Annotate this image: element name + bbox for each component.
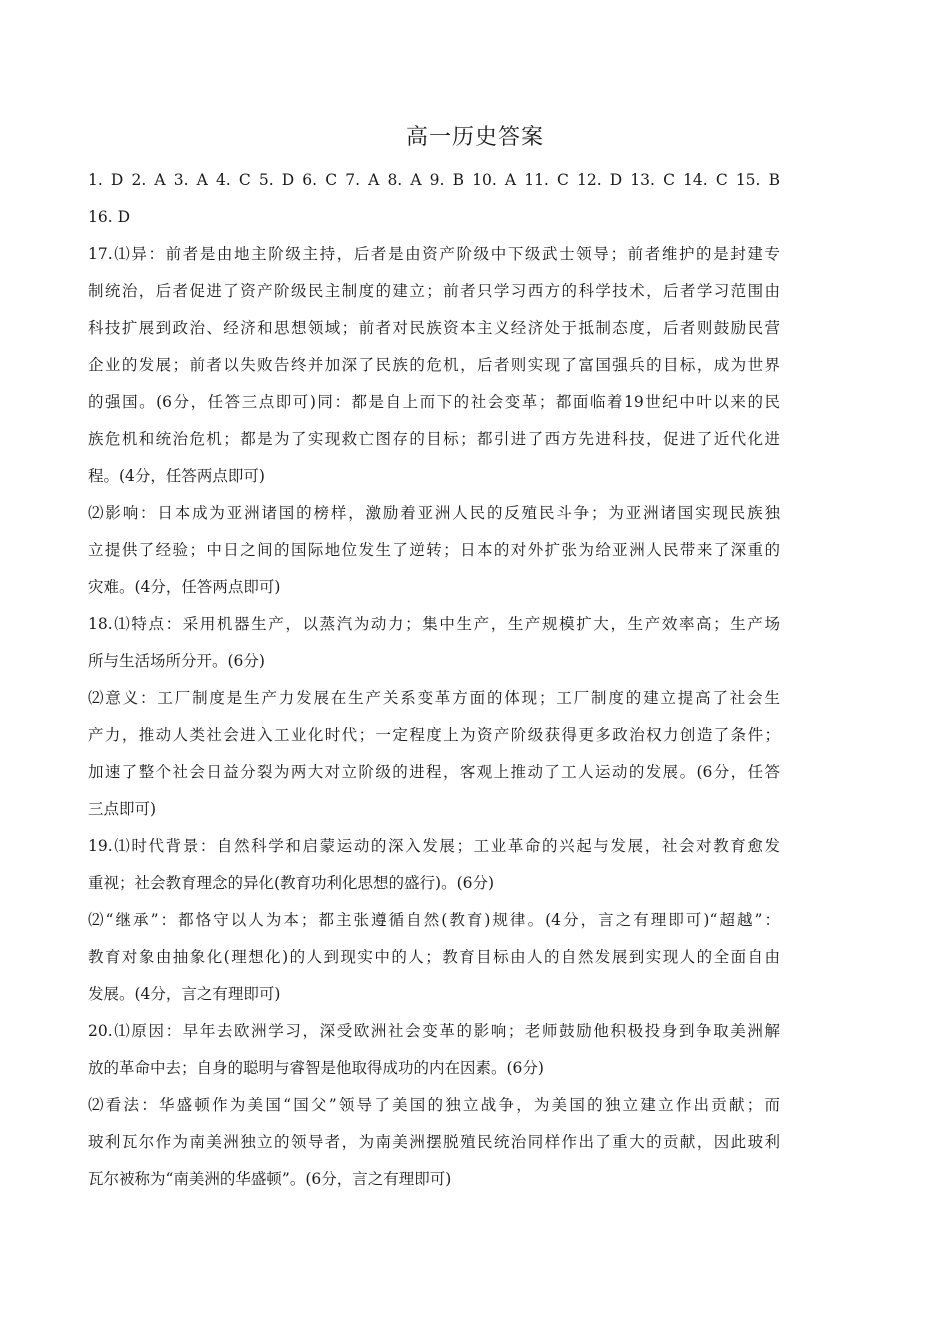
- answer-line: 所与生活场所分开。(6分): [88, 652, 265, 670]
- answer-line: 加速了整个社会日益分裂为两大对立阶级的进程，客观上推动了工人运动的发展。(6分，任答: [88, 763, 780, 781]
- answer-body: [88, 162, 780, 1198]
- answer-line: 程。(4分，任答两点即可): [88, 467, 265, 485]
- answer-line: 19.⑴时代背景：自然科学和启蒙运动的深入发展；工业革命的兴起与发展，社会对教育愈发: [88, 837, 780, 855]
- answer-line: 三点即可): [88, 800, 157, 818]
- answer-line: 瓦尔被称为“南美洲的华盛顿”。(6分，言之有理即可): [88, 1170, 452, 1188]
- answer-line: 17.⑴异：前者是由地主阶级主持，后者是由资产阶级中下级武士领导；前者维护的是封建专: [88, 245, 780, 263]
- answer-line: 1. D 2. A 3. A 4. C 5. D 6. C 7. A 8. A 9. B 10. A 11. C 12. D 13. C 14. C 15. B: [88, 171, 780, 189]
- answer-line: ⑵意义：工厂制度是生产力发展在生产关系变革方面的体现；工厂制度的建立提高了社会生: [88, 689, 780, 707]
- answer-line: 制统治，后者促进了资产阶级民主制度的建立；前者只学习西方的科学技术，后者学习范围由: [88, 282, 780, 300]
- answer-line: 产力，推动人类社会进入工业化时代；一定程度上为资产阶级获得更多政治权力创造了条件；: [88, 726, 780, 744]
- answer-line: 灾难。(4分，任答两点即可): [88, 578, 281, 596]
- answer-line: 玻利瓦尔作为南美洲独立的领导者，为南美洲摆脱殖民统治同样作出了重大的贡献，因此玻利: [88, 1133, 780, 1151]
- answer-line: 科技扩展到政治、经济和思想领域；前者对民族资本主义经济处于抵制态度，后者则鼓励民营: [88, 319, 780, 337]
- answer-line: ⑵看法：华盛顿作为美国“国父”领导了美国的独立战争，为美国的独立建立作出贡献；而: [88, 1096, 780, 1114]
- page-title: 高一历史答案: [405, 125, 544, 150]
- answer-line: 20.⑴原因：早年去欧洲学习，深受欧洲社会变革的影响；老师鼓励他积极投身到争取美洲解: [88, 1022, 780, 1040]
- answer-line: 立提供了经验；中日之间的国际地位发生了逆转；日本的对外扩张为给亚洲人民带来了深重的: [88, 541, 780, 559]
- answer-line: 重视；社会教育理念的异化(教育功利化思想的盛行)。(6分): [88, 874, 495, 892]
- answer-line: ⑵影响：日本成为亚洲诸国的榜样，激励着亚洲人民的反殖民斗争；为亚洲诸国实现民族独: [88, 504, 780, 522]
- answer-line: 18.⑴特点：采用机器生产，以蒸汽为动力；集中生产，生产规模扩大，生产效率高；生产场: [88, 615, 780, 633]
- answer-line: 的强国。(6分，任答三点即可)同：都是自上而下的社会变革；都面临着19世纪中叶以来的民: [88, 393, 780, 411]
- answer-line: 放的革命中去；自身的聪明与睿智是他取得成功的内在因素。(6分): [88, 1059, 544, 1077]
- answer-line: 发展。(4分，言之有理即可): [88, 985, 281, 1003]
- answer-line: 16. D: [88, 208, 131, 226]
- answer-line: ⑵“继承”：都恪守以人为本；都主张遵循自然(教育)规律。(4分，言之有理即可)“超越”：: [88, 911, 780, 929]
- answer-line: 企业的发展；前者以失败告终并加深了民族的危机，后者则实现了富国强兵的目标，成为世界: [88, 356, 780, 374]
- answer-line: 教育对象由抽象化(理想化)的人到现实中的人；教育目标由人的自然发展到实现人的全面自由: [88, 948, 780, 966]
- answer-line: 族危机和统治危机；都是为了实现救亡图存的目标；都引进了西方先进科技，促进了近代化进: [88, 430, 780, 448]
